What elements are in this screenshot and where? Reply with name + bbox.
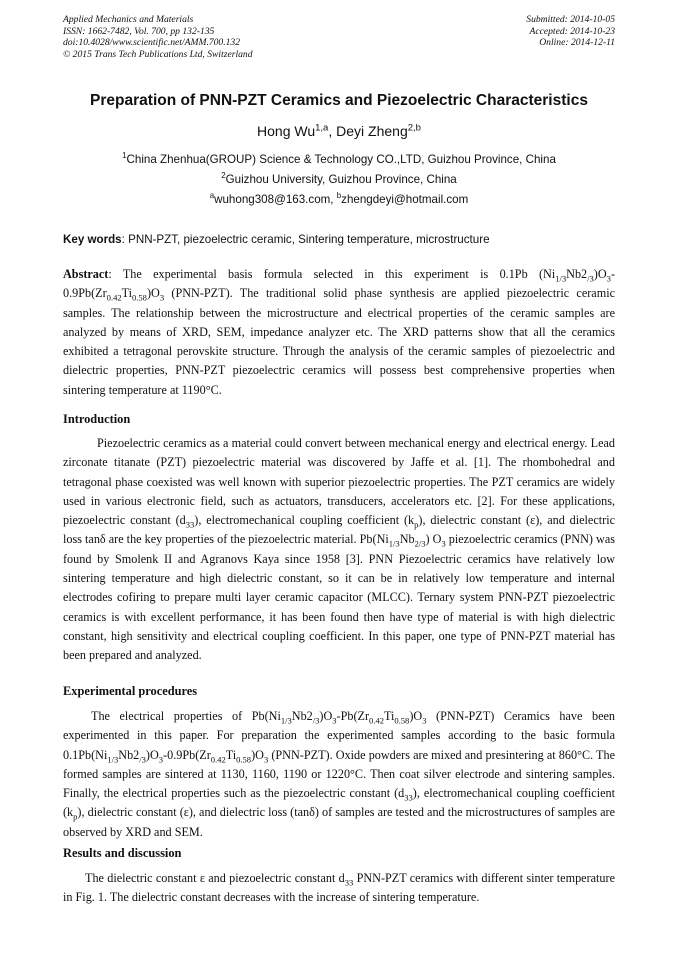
subscript: 33 [185,519,195,530]
affiliation-2-text: Guizhou University, Guizhou Province, China [225,173,457,186]
experimental-heading: Experimental procedures [63,684,198,698]
subscript: 0.42 [210,754,226,765]
abstract-text: Nb2 [566,267,588,281]
body-text: The dielectric constant ε and piezoelectric constant d [85,871,345,885]
email-a: wuhong308@163.com, [214,193,337,206]
subscript: p [73,811,78,822]
paper-title: Preparation of PNN-PZT Ceramics and Piezoelectric Characteristics [90,92,588,109]
body-text: (PNN-PZT) Ceramics have been experimented in this paper. For preparation the experimented samples according to the basic formula 0.1Pb(Ni [63,709,615,762]
body-text: Ti [225,747,237,762]
subscript: 3 [159,292,165,303]
keywords [63,233,615,246]
accepted-date: Accepted: 2014-10-23 [529,25,615,37]
body-text: (PNN-PZT). Oxide powders are mixed and presintering at 860°C. The formed samples are sintered at 1130, 1160, 1190 or 1220°C. Then coat silver electrode and sintering samples. Finally, the electrical properties such as the piezoelectric constant (d [63,747,615,801]
abstract-text: -0.9Pb(Zr [63,267,615,301]
subscript: 1/3 [107,754,119,765]
keywords-text: : PNN-PZT, piezoelectric ceramic, Sintering temperature, microstructure [121,233,490,246]
subscript: 33 [344,877,354,888]
subscript: 1/3 [555,273,567,284]
body-text: Nb2 [291,709,313,723]
author-2-mark: 2,b [407,122,421,134]
affiliation-1 [0,153,678,166]
email-b-mark: b [336,191,342,201]
subscript: 0.42 [369,715,384,726]
results-paragraph [63,869,615,908]
author-line [0,123,678,139]
body-text: Ti [383,709,395,723]
subscript: 3 [606,273,611,284]
subscript: 2/3 [414,538,426,549]
email-a-mark: a [209,191,215,201]
subscript: 0.58 [236,754,252,765]
journal-info [63,14,253,60]
abstract-text: (PNN-PZT). The traditional solid phase synthesis are applied piezoelectric ceramic samples. The relationship between the microstructure and electrical properties of the ceramic samples are analyzed by means of XRD, SEM, impedance analyzer etc. The XRD patterns show that all the ceramics exhibited a tetragonal perovskite structure. Through the analysis of the ceramic samples of piezoelectric and dielectric properties, PNN-PZT piezoelectric ceramics will possess best comprehensive properties when sintering temperature at 1190°C. [63,286,615,397]
subscript: 33 [404,792,413,803]
body-text: -Pb(Zr [336,709,370,723]
body-text: Nb2 [118,747,140,762]
abstract-paragraph [63,265,615,400]
subscript: 0.58 [394,715,410,726]
results-heading: Results and discussion [63,846,182,860]
abstract-text: )O [593,267,607,281]
body-text: )O [145,747,159,762]
abstract-text: : The experimental basis formula selected in this experiment is 0.1Pb (Ni [108,267,556,281]
body-text: ), electromechanical coupling coefficient (k [194,513,415,528]
journal-name: Applied Mechanics and Materials [63,14,194,25]
keywords-label: Key words [63,233,122,246]
body-text: )O [251,747,264,762]
affiliation-2 [0,173,678,186]
subscript: 3 [158,754,164,765]
body-text: ), dielectric constant (ε), and dielectric loss tanδ are the key properties of the piezoelectric material. Pb(Ni [63,513,615,547]
author-1: Hong Wu [257,123,316,139]
body-text: The electrical properties of Pb(Ni [91,709,281,723]
email-line [0,193,678,206]
author-1-mark: 1,a [315,122,329,134]
email-b: zhengdeyi@hotmail.com [341,193,469,206]
subscript: /3 [587,273,594,284]
body-text: ) O [425,532,442,547]
dates-info [526,14,615,49]
introduction-paragraph [63,434,615,666]
affiliation-2-mark: 2 [221,171,226,181]
abstract-label: Abstract [63,267,109,281]
subscript: /3 [139,754,146,765]
body-text: ), dielectric constant (ε), and dielectric loss (tanδ) of samples are tested and the microstructures of samples are observed by XRD and SEM. [63,805,615,839]
subscript: 0.58 [132,292,147,303]
body-text: Piezoelectric ceramics as a material could convert between mechanical energy and electrical energy. Lead zirconate titanate (PZT) piezoelectric material was discovered by Jaffe et al. [1]. The rhombohedral and tetragonal phase coexisted was well known with superior piezoelectric properties. The PZT ceramics are widely used in various electronic field, such as actuators, transducers, accelerators etc. [2]. For these applications, piezoelectric constant (d [63,436,615,528]
subscript: 3 [422,715,427,726]
affiliation-1-mark: 1 [122,151,127,161]
body-text: PNN-PZT ceramics with different sinter temperature in Fig. 1. The dielectric constant decreases with the increase of sintering temperature. [63,871,615,905]
body-text: -0.9Pb(Zr [163,747,211,762]
abstract-text: )O [146,286,160,301]
subscript: p [414,519,419,530]
author-separator: , [328,123,337,139]
subscript: 3 [263,754,269,765]
body-text: )O [319,709,333,723]
experimental-paragraph [63,707,615,842]
subscript: 1/3 [280,715,292,726]
copyright-line: © 2015 Trans Tech Publications Ltd, Switzerland [63,48,253,60]
abstract-text: Ti [121,286,133,301]
author-2: Deyi Zheng [336,123,408,139]
subscript: /3 [312,715,320,726]
body-text: ), electromechanical coupling coefficient (k [63,786,615,820]
doi-line: doi:10.4028/www.scientific.net/AMM.700.132 [63,37,241,49]
online-date: Online: 2014-12-11 [539,37,615,49]
body-text: )O [409,709,423,723]
subscript: 3 [332,715,337,726]
body-text: Nb [399,532,415,547]
submitted-date: Submitted: 2014-10-05 [526,14,615,25]
subscript: 1/3 [388,538,400,549]
affiliation-1-text: China Zhenhua(GROUP) Science & Technology CO.,LTD, Guizhou Province, China [126,153,556,166]
subscript: 0.42 [106,292,122,303]
body-text: piezoelectric ceramics (PNN) was found by Smolenk II and Agranovs Kaya since 1958 [3]. PNN Piezoelectric ceramics have relatively low sintering temperature and high dielectric constant, so it can be in relatively low temperature and internal electrodes cofiring to prepare multi layer ceramic capacitor (MLCC). Ternary system PNN-PZT piezoelectric ceramics is with excellent performance, it has been found then have type of material is with high dielectric constant, high sensitivity and electrical coupling coefficient. In this paper, one type of PNN-PZT material has been prepared and analyzed. [63,532,615,663]
subscript: 3 [441,538,446,549]
introduction-heading: Introduction [63,412,131,426]
issn-line: ISSN: 1662-7482, Vol. 700, pp 132-135 [63,25,215,37]
